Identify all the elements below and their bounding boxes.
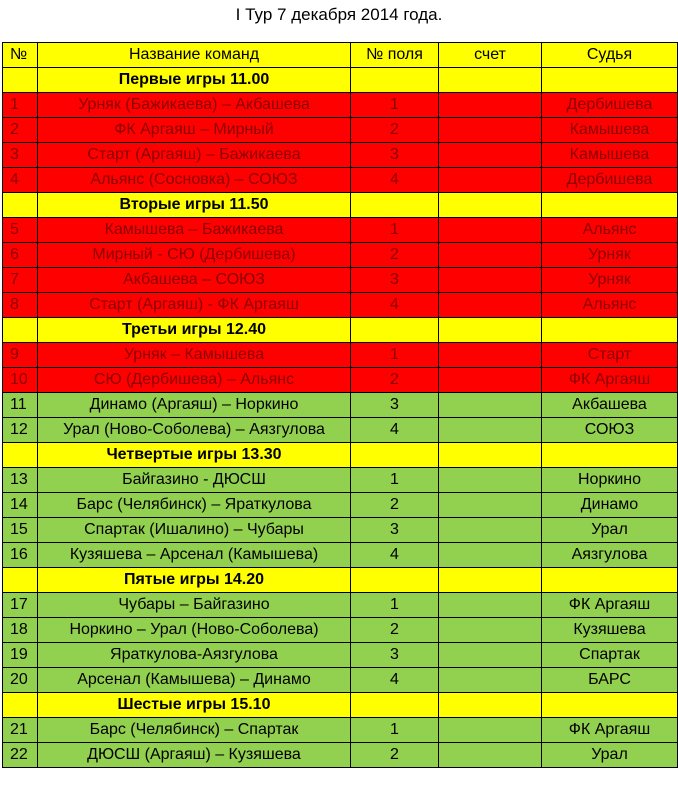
match-field: 4 — [351, 668, 439, 693]
match-field: 4 — [351, 168, 439, 193]
match-number: 11 — [3, 393, 38, 418]
match-number: 20 — [3, 668, 38, 693]
match-field: 2 — [351, 243, 439, 268]
section-num-cell — [3, 318, 38, 343]
match-teams: Урняк (Бажикаева) – Акбашева — [38, 93, 351, 118]
match-row — [3, 93, 678, 118]
match-judge: Дербишева — [542, 93, 678, 118]
section-score-cell — [439, 193, 542, 218]
match-judge: Альянс — [542, 293, 678, 318]
match-row — [3, 268, 678, 293]
match-score — [439, 468, 542, 493]
match-number: 18 — [3, 618, 38, 643]
match-judge: Норкино — [542, 468, 678, 493]
match-teams: Камышева – Бажикаева — [38, 218, 351, 243]
match-row — [3, 743, 678, 768]
match-judge: БАРС — [542, 668, 678, 693]
section-header-row — [3, 568, 678, 593]
match-teams: Урняк – Камышева — [38, 343, 351, 368]
match-field: 1 — [351, 718, 439, 743]
match-teams: Байгазино - ДЮСШ — [38, 468, 351, 493]
match-teams: Спартак (Ишалино) – Чубары — [38, 518, 351, 543]
match-score — [439, 593, 542, 618]
section-judge-cell — [542, 568, 678, 593]
match-field: 3 — [351, 643, 439, 668]
match-row — [3, 118, 678, 143]
match-teams: Альянс (Сосновка) – СОЮЗ — [38, 168, 351, 193]
match-field: 3 — [351, 518, 439, 543]
section-judge-cell — [542, 443, 678, 468]
section-header-row — [3, 443, 678, 468]
match-score — [439, 293, 542, 318]
match-judge: Спартак — [542, 643, 678, 668]
match-judge: Акбашева — [542, 393, 678, 418]
section-field-cell — [351, 443, 439, 468]
match-judge: Урняк — [542, 243, 678, 268]
section-num-cell — [3, 568, 38, 593]
match-number: 10 — [3, 368, 38, 393]
match-judge: Камышева — [542, 118, 678, 143]
match-teams: Старт (Аргаяш) - ФК Аргаяш — [38, 293, 351, 318]
match-row — [3, 493, 678, 518]
match-judge: Динамо — [542, 493, 678, 518]
match-number: 8 — [3, 293, 38, 318]
match-judge: СОЮЗ — [542, 418, 678, 443]
section-title: Пятые игры 14.20 — [38, 568, 351, 593]
section-header-row — [3, 318, 678, 343]
section-judge-cell — [542, 193, 678, 218]
match-score — [439, 268, 542, 293]
match-row — [3, 243, 678, 268]
section-title: Шестые игры 15.10 — [38, 693, 351, 718]
section-score-cell — [439, 318, 542, 343]
match-row — [3, 418, 678, 443]
match-score — [439, 393, 542, 418]
match-row — [3, 293, 678, 318]
match-number: 4 — [3, 168, 38, 193]
match-field: 3 — [351, 393, 439, 418]
match-score — [439, 493, 542, 518]
header-num: № — [3, 43, 38, 68]
match-judge: Камышева — [542, 143, 678, 168]
match-score — [439, 718, 542, 743]
match-number: 17 — [3, 593, 38, 618]
match-score — [439, 668, 542, 693]
match-teams: Урал (Ново-Соболева) – Аязгулова — [38, 418, 351, 443]
match-judge: Дербишева — [542, 168, 678, 193]
match-row — [3, 718, 678, 743]
header-row — [3, 43, 678, 68]
match-number: 2 — [3, 118, 38, 143]
match-score — [439, 118, 542, 143]
match-teams: СЮ (Дербишева) – Альянс — [38, 368, 351, 393]
match-field: 1 — [351, 218, 439, 243]
section-title: Вторые игры 11.50 — [38, 193, 351, 218]
header-teams: Название команд — [38, 43, 351, 68]
section-field-cell — [351, 68, 439, 93]
match-teams: Норкино – Урал (Ново-Соболева) — [38, 618, 351, 643]
match-number: 12 — [3, 418, 38, 443]
section-header-row — [3, 68, 678, 93]
match-score — [439, 218, 542, 243]
match-row — [3, 593, 678, 618]
match-judge: Урняк — [542, 268, 678, 293]
schedule-body — [3, 43, 678, 768]
match-number: 21 — [3, 718, 38, 743]
match-number: 9 — [3, 343, 38, 368]
match-row — [3, 618, 678, 643]
match-field: 1 — [351, 468, 439, 493]
match-score — [439, 343, 542, 368]
match-row — [3, 168, 678, 193]
match-number: 6 — [3, 243, 38, 268]
match-score — [439, 418, 542, 443]
match-number: 1 — [3, 93, 38, 118]
section-field-cell — [351, 693, 439, 718]
match-score — [439, 543, 542, 568]
match-judge: ФК Аргаяш — [542, 718, 678, 743]
section-header-row — [3, 693, 678, 718]
section-score-cell — [439, 693, 542, 718]
match-field: 3 — [351, 268, 439, 293]
section-num-cell — [3, 68, 38, 93]
section-score-cell — [439, 68, 542, 93]
match-field: 1 — [351, 593, 439, 618]
match-teams: Яраткулова-Аязгулова — [38, 643, 351, 668]
match-judge: Урал — [542, 518, 678, 543]
match-teams: Чубары – Байгазино — [38, 593, 351, 618]
match-score — [439, 368, 542, 393]
match-score — [439, 93, 542, 118]
match-number: 5 — [3, 218, 38, 243]
match-row — [3, 343, 678, 368]
match-teams: ДЮСШ (Аргаяш) – Кузяшева — [38, 743, 351, 768]
match-field: 3 — [351, 143, 439, 168]
match-score — [439, 618, 542, 643]
match-judge: Альянс — [542, 218, 678, 243]
page-title: I Тур 7 декабря 2014 года. — [235, 5, 443, 24]
match-row — [3, 393, 678, 418]
match-field: 4 — [351, 293, 439, 318]
match-field: 1 — [351, 93, 439, 118]
match-teams: Барс (Челябинск) – Спартак — [38, 718, 351, 743]
match-score — [439, 243, 542, 268]
match-field: 2 — [351, 493, 439, 518]
match-number: 22 — [3, 743, 38, 768]
section-header-row — [3, 193, 678, 218]
match-teams: Акбашева – СОЮЗ — [38, 268, 351, 293]
section-title: Первые игры 11.00 — [38, 68, 351, 93]
match-field: 4 — [351, 418, 439, 443]
match-number: 3 — [3, 143, 38, 168]
section-field-cell — [351, 318, 439, 343]
match-teams: Арсенал (Камышева) – Динамо — [38, 668, 351, 693]
match-teams: Барс (Челябинск) – Яраткулова — [38, 493, 351, 518]
match-row — [3, 143, 678, 168]
match-row — [3, 643, 678, 668]
match-field: 2 — [351, 743, 439, 768]
match-field: 2 — [351, 368, 439, 393]
match-row — [3, 518, 678, 543]
match-judge: ФК Аргаяш — [542, 368, 678, 393]
match-judge: ФК Аргаяш — [542, 593, 678, 618]
match-score — [439, 743, 542, 768]
match-number: 19 — [3, 643, 38, 668]
header-judge: Судья — [542, 43, 678, 68]
match-field: 2 — [351, 618, 439, 643]
match-judge: Аязгулова — [542, 543, 678, 568]
header-score: счет — [439, 43, 542, 68]
section-num-cell — [3, 443, 38, 468]
match-teams: Динамо (Аргаяш) – Норкино — [38, 393, 351, 418]
match-score — [439, 643, 542, 668]
match-row — [3, 543, 678, 568]
match-number: 7 — [3, 268, 38, 293]
schedule-table — [2, 42, 678, 768]
match-row — [3, 668, 678, 693]
section-num-cell — [3, 193, 38, 218]
match-row — [3, 218, 678, 243]
match-judge: Кузяшева — [542, 618, 678, 643]
match-number: 16 — [3, 543, 38, 568]
section-num-cell — [3, 693, 38, 718]
match-row — [3, 468, 678, 493]
section-field-cell — [351, 568, 439, 593]
section-title: Третьи игры 12.40 — [38, 318, 351, 343]
match-teams: ФК Аргаяш – Мирный — [38, 118, 351, 143]
match-teams: Мирный - СЮ (Дербишева) — [38, 243, 351, 268]
match-score — [439, 518, 542, 543]
section-score-cell — [439, 568, 542, 593]
match-score — [439, 168, 542, 193]
match-number: 15 — [3, 518, 38, 543]
match-field: 4 — [351, 543, 439, 568]
match-judge: Урал — [542, 743, 678, 768]
match-teams: Кузяшева – Арсенал (Камышева) — [38, 543, 351, 568]
match-field: 1 — [351, 343, 439, 368]
section-judge-cell — [542, 318, 678, 343]
match-field: 2 — [351, 118, 439, 143]
match-teams: Старт (Аргаяш) – Бажикаева — [38, 143, 351, 168]
match-number: 14 — [3, 493, 38, 518]
section-title: Четвертые игры 13.30 — [38, 443, 351, 468]
section-field-cell — [351, 193, 439, 218]
section-score-cell — [439, 443, 542, 468]
header-field: № поля — [351, 43, 439, 68]
section-judge-cell — [542, 68, 678, 93]
section-judge-cell — [542, 693, 678, 718]
match-score — [439, 143, 542, 168]
match-judge: Старт — [542, 343, 678, 368]
match-row — [3, 368, 678, 393]
match-number: 13 — [3, 468, 38, 493]
